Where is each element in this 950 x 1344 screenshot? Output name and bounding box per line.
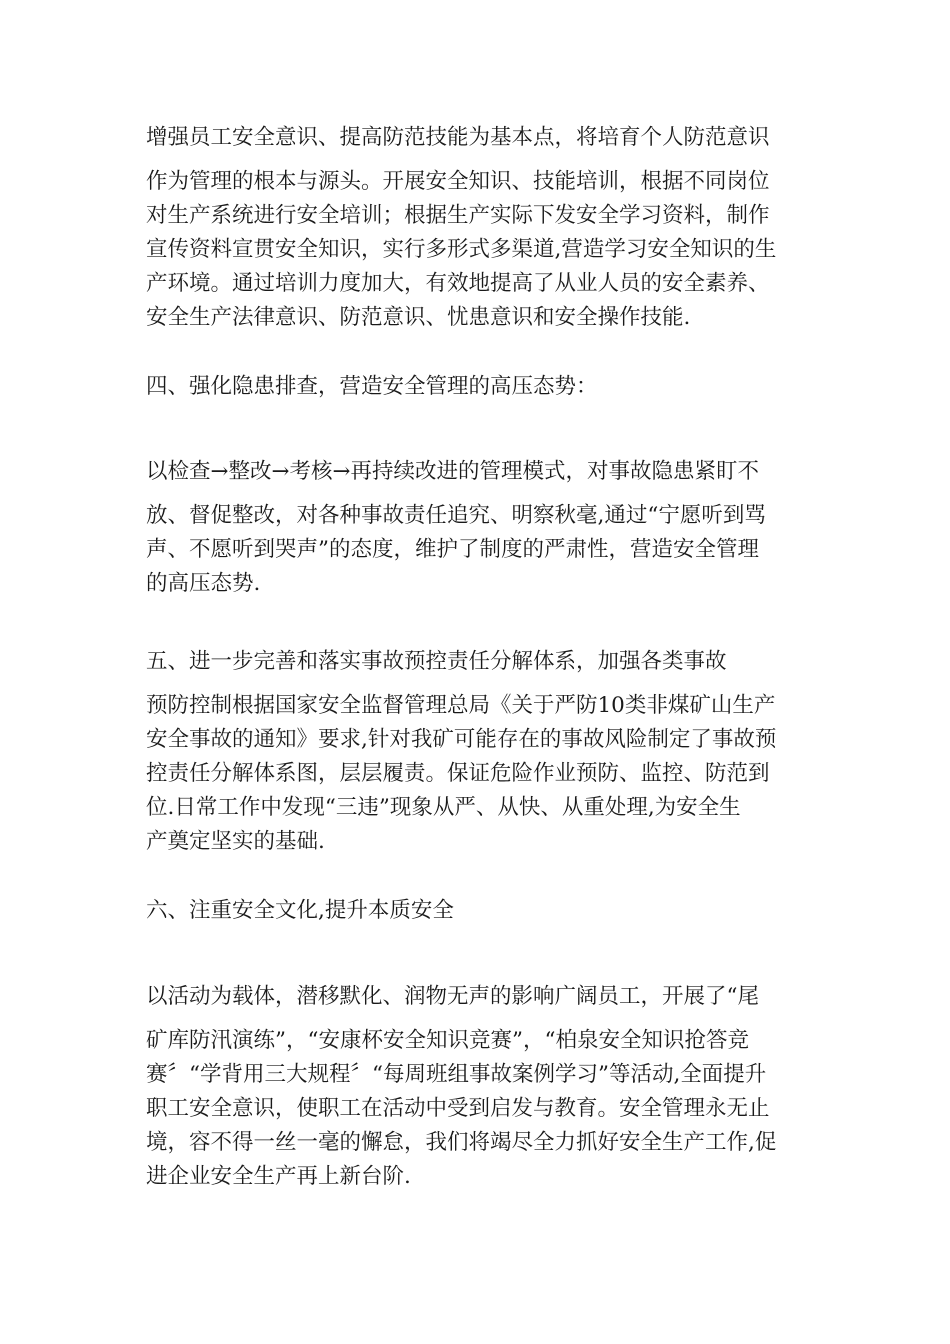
text-line: 矿库防汛演练”，“安康杯安全知识竞赛”，“柏泉安全知识抢答竞 [146, 1028, 749, 1053]
text-line: 安全事故的通知》要求,针对我矿可能存在的事故风险制定了事故预 [146, 727, 777, 752]
text-line: 宣传资料宣贯安全知识，实行多形式多渠道,营造学习安全知识的生 [146, 237, 777, 262]
text-line: 产奠定坚实的基础. [146, 829, 325, 854]
text-line: 声、不愿听到哭声”的态度，维护了制度的严肃性，营造安全管理 [146, 537, 759, 562]
paragraph-body [146, 165, 816, 335]
text-line: 赛〞“学背用三大规程〞“每周班组事故案例学习”等活动,全面提升 [146, 1062, 767, 1087]
text-line: 的高压态势. [146, 571, 261, 596]
section-heading: 六、注重安全文化,提升本质安全 [146, 898, 454, 923]
text-line: 产环境。通过培训力度加大，有效地提高了从业人员的安全素养、 [146, 271, 770, 296]
text-line: 对生产系统进行安全培训；根据生产实际下发安全学习资料，制作 [146, 203, 770, 228]
text-line: 预防控制根据国家安全监督管理总局《关于严防10类非煤矿山生产 [146, 693, 776, 718]
text-line: 位.日常工作中发现“三违”现象从严、从快、从重处理,为安全生 [146, 795, 741, 820]
section-heading: 五、进一步完善和落实事故预控责任分解体系，加强各类事故 [146, 649, 727, 674]
paragraph-body [146, 499, 816, 601]
text-line: 进企业安全生产再上新台阶. [146, 1164, 411, 1189]
text-line: 控责任分解体系图，层层履责。保证危险作业预防、监控、防范到 [146, 761, 770, 786]
text-line: 境，容不得一丝一毫的懈怠，我们将竭尽全力抓好安全生产工作,促 [146, 1130, 777, 1155]
text-line: 作为管理的根本与源头。开展安全知识、技能培训，根据不同岗位 [146, 169, 770, 194]
paragraph-first-line: 以检查→整改→考核→再持续改进的管理模式，对事故隐患紧盯不 [146, 459, 760, 484]
paragraph-body [146, 1024, 816, 1194]
paragraph-first-line: 增强员工安全意识、提高防范技能为基本点，将培育个人防范意识 [146, 125, 770, 150]
section-heading: 四、强化隐患排查，营造安全管理的高压态势： [146, 374, 598, 399]
text-line: 职工安全意识，使职工在活动中受到启发与教育。安全管理永无止 [146, 1096, 770, 1121]
text-line: 放、督促整改，对各种事故责任追究、明察秋毫,通过“宁愿听到骂 [146, 503, 766, 528]
paragraph-body [146, 689, 816, 859]
paragraph-first-line: 以活动为载体，潜移默化、润物无声的影响广阔员工，开展了“尾 [146, 984, 759, 1009]
text-line: 安全生产法律意识、防范意识、忧患意识和安全操作技能. [146, 305, 691, 330]
